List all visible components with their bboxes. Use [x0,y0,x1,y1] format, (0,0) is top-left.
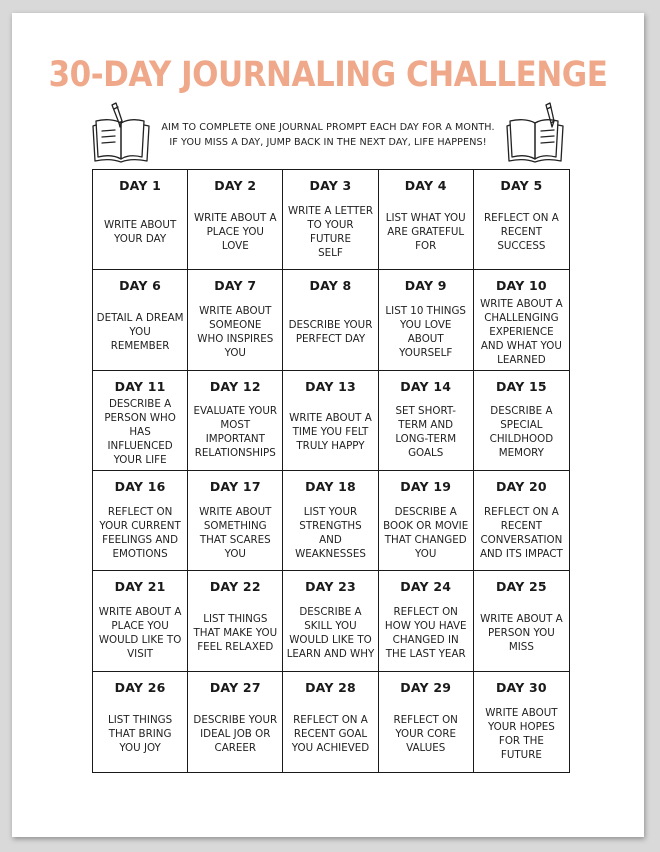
instructions [152,120,504,150]
day-label: DAY 21 [114,579,166,595]
day-prompt: WRITE ABOUT A PERSON YOU MISS [480,612,563,653]
day-label: DAY 24 [400,579,452,595]
day-label: DAY 30 [495,679,547,695]
day-prompt: REFLECT ON A RECENT GOAL YOU ACHIEVED [291,713,370,754]
day-cell [283,371,378,471]
day-cell [93,170,188,270]
open-journal-with-pen-icon [506,101,564,163]
day-prompt: DESCRIBE A SKILL YOU WOULD LIKE TO LEARN AND WHY [286,605,375,660]
day-cell [379,270,474,370]
day-cell [93,471,188,571]
day-label: DAY 14 [400,378,452,394]
day-label: DAY 9 [404,278,447,294]
day-label: DAY 27 [209,679,261,695]
day-cell [474,170,569,270]
instructions-line-1: AIM TO COMPLETE ONE JOURNAL PROMPT EACH DAY FOR A MONTH. [161,122,495,133]
day-cell [188,672,283,772]
day-cell [93,371,188,471]
day-label: DAY 26 [114,679,166,695]
day-prompt: REFLECT ON A RECENT SUCCESS [484,211,559,252]
day-cell [93,571,188,671]
day-cell [188,571,283,671]
day-prompt: SET SHORT- TERM AND LONG-TERM GOALS [395,405,457,460]
day-prompt: DESCRIBE A PERSON WHO HAS INFLUENCED YOUR LIFE [104,398,176,467]
day-prompt: LIST YOUR STRENGTHS AND WEAKNESSES [295,505,366,560]
day-label: DAY 6 [119,278,162,294]
day-cell [474,371,569,471]
worksheet-page [12,13,644,837]
day-prompt: REFLECT ON A RECENT CONVERSATION AND ITS IMPACT [479,505,563,560]
day-label: DAY 5 [500,178,543,193]
day-cell [283,672,378,772]
day-prompt: WRITE A LETTER TO YOUR FUTURE SELF [287,204,374,259]
instructions-line-2: IF YOU MISS A DAY, JUMP BACK IN THE NEXT DAY, LIFE HAPPENS! [169,137,487,148]
day-prompt: WRITE ABOUT YOUR DAY [103,218,177,245]
day-prompt: REFLECT ON HOW YOU HAVE CHANGED IN THE LAST YEAR [384,605,467,660]
day-label: DAY 20 [495,479,547,494]
day-prompt: LIST THINGS THAT BRING YOU JOY [108,713,173,754]
day-prompt: REFLECT ON YOUR CORE VALUES [393,713,458,754]
day-label: DAY 17 [209,479,261,494]
day-cell [93,672,188,772]
day-prompt: WRITE ABOUT SOMEONE WHO INSPIRES YOU [197,304,274,359]
day-prompt: EVALUATE YOUR MOST IMPORTANT RELATIONSHIPS [193,405,278,460]
day-prompt: DETAIL A DREAM YOU REMEMBER [96,311,184,352]
day-label: DAY 13 [305,378,356,394]
day-cell [379,571,474,671]
day-prompt: LIST WHAT YOU ARE GRATEFUL FOR [385,211,466,252]
day-cell [474,571,569,671]
day-label: DAY 4 [404,178,447,193]
day-label: DAY 8 [309,278,352,294]
day-label: DAY 7 [214,278,257,294]
day-label: DAY 16 [114,479,166,494]
day-cell [474,672,569,772]
day-cell [283,270,378,370]
day-cell [379,170,474,270]
day-cell [474,270,569,370]
day-label: DAY 11 [114,378,166,394]
day-prompt: WRITE ABOUT A TIME YOU FELT TRULY HAPPY [289,412,372,453]
day-prompt: DESCRIBE A SPECIAL CHILDHOOD MEMORY [489,405,554,460]
day-label: DAY 15 [495,378,547,394]
day-prompt: WRITE ABOUT YOUR HOPES FOR THE FUTURE [485,706,558,761]
day-cell [188,371,283,471]
challenge-grid [92,169,570,773]
day-prompt: LIST 10 THINGS YOU LOVE ABOUT YOURSELF [385,304,466,359]
day-label: DAY 10 [495,278,547,294]
day-label: DAY 22 [209,579,261,595]
day-prompt: WRITE ABOUT A PLACE YOU WOULD LIKE TO VISIT [98,605,182,660]
day-label: DAY 23 [305,579,356,595]
day-cell [379,672,474,772]
open-journal-with-pen-icon [92,101,150,163]
day-label: DAY 28 [305,679,356,695]
day-label: DAY 19 [400,479,452,494]
page-title: 30-DAY JOURNALING CHALLENGE [48,54,608,96]
day-prompt: LIST THINGS THAT MAKE YOU FEEL RELAXED [193,612,278,653]
day-label: DAY 18 [305,479,356,494]
day-prompt: WRITE ABOUT SOMETHING THAT SCARES YOU [199,505,272,560]
day-cell [379,371,474,471]
day-prompt: WRITE ABOUT A PLACE YOU LOVE [193,211,277,252]
day-label: DAY 1 [119,178,162,193]
day-cell [93,270,188,370]
day-prompt: REFLECT ON YOUR CURRENT FEELINGS AND EMOTIONS [99,505,181,560]
day-cell [283,471,378,571]
day-cell [188,471,283,571]
day-cell [283,571,378,671]
day-cell [188,270,283,370]
day-prompt: DESCRIBE YOUR PERFECT DAY [288,318,373,345]
day-prompt: DESCRIBE A BOOK OR MOVIE THAT CHANGED YOU [383,505,469,560]
day-label: DAY 3 [309,178,352,193]
day-cell [474,471,569,571]
day-label: DAY 25 [495,579,547,595]
day-cell [379,471,474,571]
day-prompt: DESCRIBE YOUR IDEAL JOB OR CAREER [193,713,278,754]
day-label: DAY 2 [214,178,257,193]
day-label: DAY 12 [209,378,261,394]
day-prompt: WRITE ABOUT A CHALLENGING EXPERIENCE AND WHAT YOU LEARNED [480,298,563,366]
day-cell [283,170,378,270]
day-label: DAY 29 [400,679,452,695]
day-cell [188,170,283,270]
